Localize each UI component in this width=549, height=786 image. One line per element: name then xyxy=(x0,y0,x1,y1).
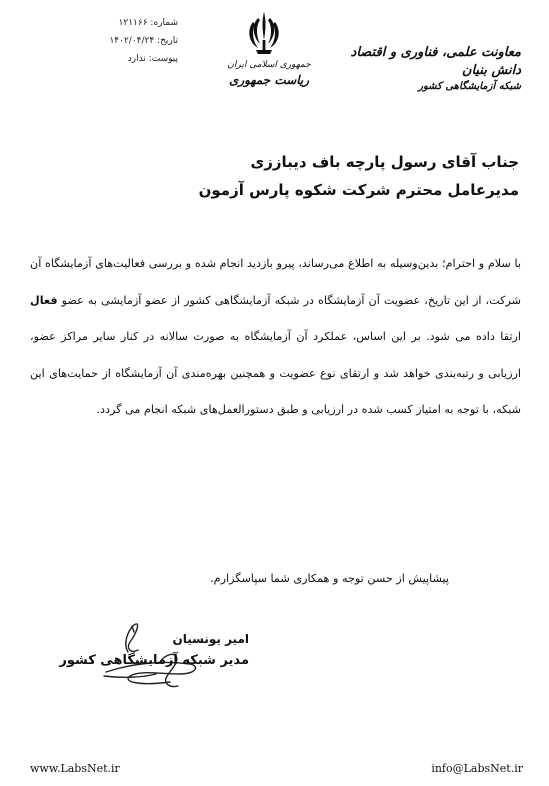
body-text-part1: با سلام و احترام؛ بدین‌وسیله به اطلاع می‌رساند، پیرو بازدید انجام شده و بررسی فعالیت‌های آزمایشگاه آن شرکت، از این تاریخ، عضویت آن آزمایشگاه در شبکه آزمایشگاهی کشور از عضو آزمایشی به عضو xyxy=(30,257,521,307)
right-header-line1: معاونت علمی، فناوری و اقتصاد دانش بنیان xyxy=(350,45,521,78)
footer-email: info@LabsNet.ir xyxy=(431,762,523,775)
signer-title: مدیر شبکه آزمایشگاهی کشور xyxy=(59,653,249,668)
center-header xyxy=(214,58,324,88)
signer-name: امیر یونسیان xyxy=(172,632,249,646)
footer-website: www.LabsNet.ir xyxy=(30,762,120,775)
addressee-title: مدیرعامل محترم شرکت شکوه پارس آزمون xyxy=(198,181,519,199)
signer-block xyxy=(59,628,249,672)
center-header-line2: ریاست جمهوری xyxy=(228,73,310,87)
body-text-bold: فعال xyxy=(30,293,58,307)
letter-date: تاریخ: ۱۴۰۲/۰۴/۲۴ xyxy=(109,36,178,46)
iran-emblem-icon xyxy=(246,10,282,56)
letter-number: شماره: ۱۲۱۱۶۶ xyxy=(118,18,178,28)
right-header xyxy=(321,44,521,94)
closing-line: پیشاپیش از حسن توجه و همکاری شما سپاسگزارم. xyxy=(210,572,449,585)
right-header-line2: شبکه آزمایشگاهی کشور xyxy=(418,81,521,92)
addressee xyxy=(39,148,519,204)
addressee-name: جناب آقای رسول پارچه باف دیباززی xyxy=(250,153,519,171)
letter-body xyxy=(30,246,521,429)
center-header-line1: جمهوری اسلامی ایران xyxy=(227,60,311,70)
letter-meta xyxy=(58,14,178,68)
letter-attachment: پیوست: ندارد xyxy=(127,54,178,64)
body-text-part2: ارتقا داده می شود. بر این اساس، عملکرد آن آزمایشگاه به صورت سالانه در کنار سایر مراکز عضو، ارزیابی و رتبه‌بندی خواهد شد و ارتقای نوع عضویت و همچنین بهره‌مندی آن آزمایشگاه از حمایت‌های این شبکه، با توجه به امتیاز کسب شده در ارزیابی و طبق دستورالعمل‌های شبکه انجام می گردد. xyxy=(30,330,521,416)
